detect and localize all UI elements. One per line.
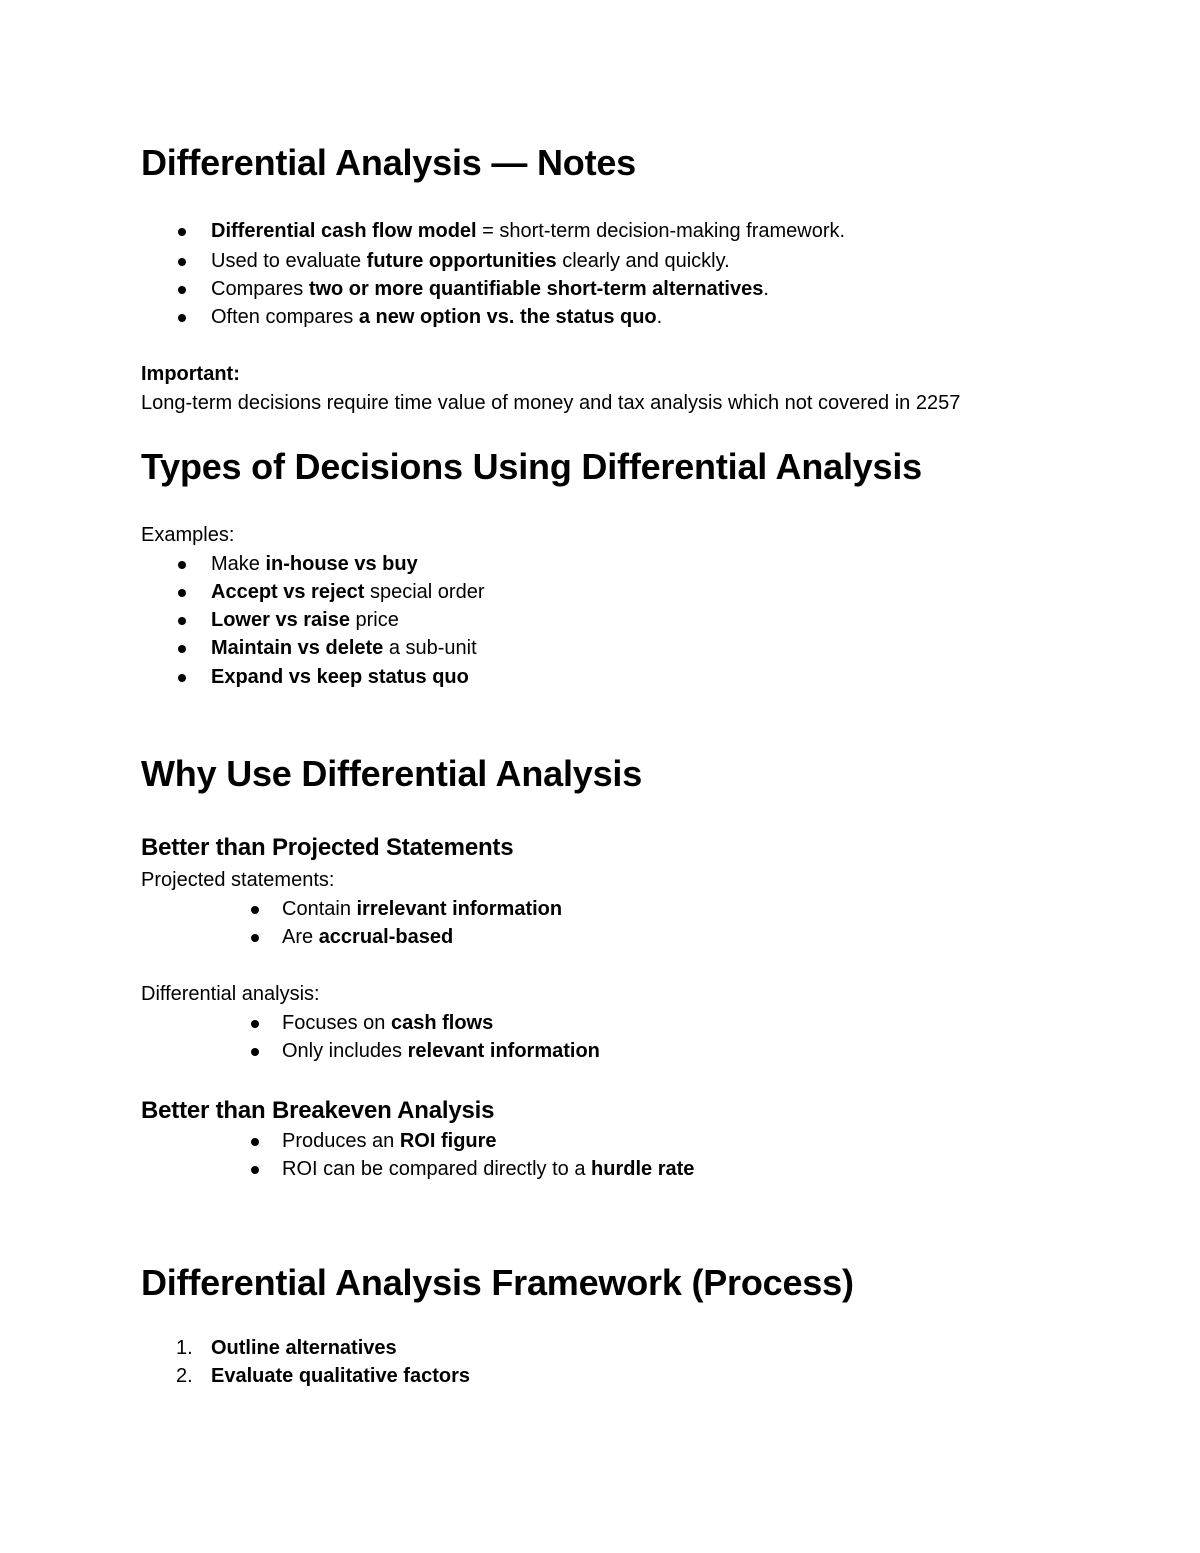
list-item: Only includes relevant information (282, 1040, 600, 1062)
list-number: 2. (176, 1365, 193, 1387)
list-item: Are accrual-based (282, 926, 454, 948)
list-item: Evaluate qualitative factors (211, 1365, 470, 1387)
bullet-dot (178, 645, 186, 653)
bullet-dot (251, 906, 259, 914)
list-item: Contain irrelevant information (282, 898, 563, 920)
list-item: Accept vs reject special order (211, 581, 485, 603)
bullet-dot (178, 258, 186, 266)
list-item: Compares two or more quantifiable short-term alternatives. (211, 278, 769, 300)
bullet-dot (178, 314, 186, 322)
subheading-better-than-breakeven-analysis: Better than Breakeven Analysis (141, 1097, 495, 1124)
bullet-dot (178, 561, 186, 569)
bullet-dot (178, 589, 186, 597)
list-item: Expand vs keep status quo (211, 666, 469, 688)
list-item: Maintain vs delete a sub-unit (211, 637, 477, 659)
bullet-dot (178, 286, 186, 294)
projected-statements-label: Projected statements: (141, 869, 335, 891)
bullet-dot (251, 1138, 259, 1146)
list-item: Lower vs raise price (211, 609, 399, 631)
heading-types-of-decisions: Types of Decisions Using Differential Analysis (141, 446, 923, 487)
important-label: Important: (141, 363, 240, 385)
bullet-dot (251, 1020, 259, 1028)
list-item: Focuses on cash flows (282, 1012, 494, 1034)
list-number: 1. (176, 1337, 193, 1359)
list-item: ROI can be compared directly to a hurdle rate (282, 1158, 695, 1180)
heading-why-use-differential-analysis: Why Use Differential Analysis (141, 753, 643, 794)
heading-differential-analysis-notes: Differential Analysis — Notes (141, 142, 637, 183)
subheading-better-than-projected-statements: Better than Projected Statements (141, 834, 514, 861)
bullet-dot (251, 934, 259, 942)
differential-analysis-label: Differential analysis: (141, 983, 320, 1005)
list-item: Make in-house vs buy (211, 553, 418, 575)
list-item: Often compares a new option vs. the status quo. (211, 306, 663, 328)
list-item: Produces an ROI figure (282, 1130, 497, 1152)
heading-differential-analysis-framework: Differential Analysis Framework (Process) (141, 1262, 854, 1303)
examples-label: Examples: (141, 524, 235, 546)
bullet-dot (178, 228, 186, 236)
important-text: Long-term decisions require time value of money and tax analysis which not covered in 2257 (141, 392, 961, 414)
list-item: Outline alternatives (211, 1337, 397, 1359)
bullet-dot (178, 617, 186, 625)
bullet-dot (251, 1048, 259, 1056)
bullet-dot (251, 1166, 259, 1174)
list-item: Used to evaluate future opportunities clearly and quickly. (211, 250, 730, 272)
bullet-dot (178, 674, 186, 682)
list-item: Differential cash flow model = short-term decision-making framework. (211, 220, 846, 242)
